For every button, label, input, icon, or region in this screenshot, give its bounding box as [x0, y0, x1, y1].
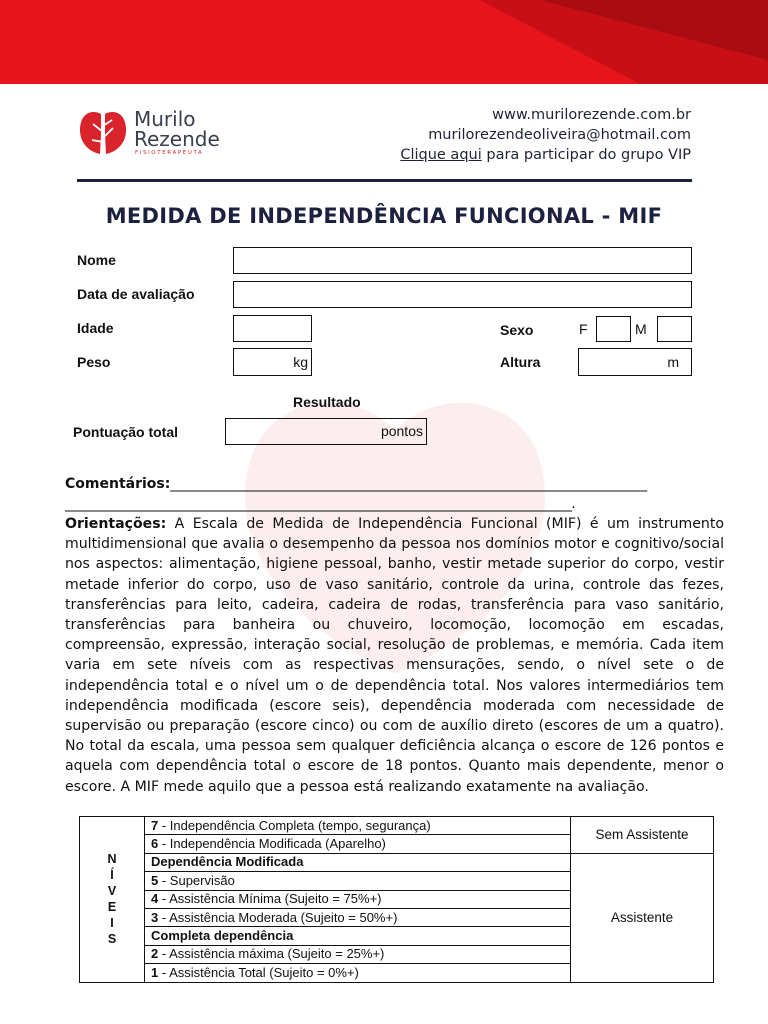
level-6: 6 - Independência Modificada (Aparelho)	[145, 835, 571, 853]
level-5: 5 - Supervisão	[145, 872, 571, 890]
levels-table	[79, 816, 714, 983]
niveis-letter: E	[107, 900, 117, 915]
vip-link[interactable]: Clique aqui	[400, 147, 482, 163]
altura-label: Altura	[500, 354, 541, 370]
table-row	[80, 817, 714, 835]
group-assistente: Assistente	[571, 853, 714, 982]
sexo-f-label: F	[579, 321, 588, 337]
idade-label: Idade	[77, 320, 114, 336]
top-banner	[0, 0, 768, 84]
brand-name-line1: Murilo	[134, 107, 196, 131]
niveis-letter: I	[110, 916, 114, 931]
sexo-f-checkbox[interactable]	[596, 316, 631, 342]
brand-tagline: FISIOTERAPEUTA	[135, 150, 204, 156]
orientacoes-label: Orientações:	[65, 516, 167, 532]
niveis-letter: S	[107, 932, 117, 947]
orientacoes-paragraph	[65, 514, 724, 797]
orientacoes-text: A Escala de Medida de Independência Funcional (MIF) é um instrumento multidimensional que avalia o desempenho da pessoa nos domínios motor e cognitivo/social nos aspectos: alimentação, higiene pessoal, banho, vestir metade superior do corpo, vestir metade inferior do corpo, uso de vaso sanitário, controle da urina, controle das fezes, transferências para leito, cadeira, cadeira de rodas, transferência para vaso sanitário, transferências para banheira ou chuveiro, locomoção, locomoção em escadas, compreensão, expressão, interação social, resolução de problemas, e memória. Cada item varia em sete níveis com as respectivas mensurações, sendo, o nível sete o de independência total e o nível um o de dependência total. Nos valores intermediários tem independência modificada (escore seis), dependência moderada com necessidade de supervisão ou preparação (escore cinco) ou com de auxílio direto (escores de um a quatro). No total da escala, uma pessoa sem qualquer deficiência alcança o escore de 126 pontos e aquela com dependência total o escore de 18 pontos. Quanto mais dependente, menor o escore. A MIF mede aquilo que a pessoa está realizando exatamente na avaliação.	[65, 516, 724, 795]
vip-text: para participar do grupo VIP	[481, 147, 691, 163]
group-sem-assistente: Sem Assistente	[571, 817, 714, 854]
email-link[interactable]: murilorezendeoliveira@hotmail.com	[428, 127, 691, 143]
level-2: 2 - Assistência máxima (Sujeito = 25%+)	[145, 945, 571, 963]
peso-field[interactable]	[233, 348, 312, 376]
resultado-label: Resultado	[293, 394, 361, 410]
level-7: 7 - Independência Completa (tempo, segurança)	[145, 817, 571, 835]
vip-line	[400, 147, 691, 163]
header-divider	[77, 179, 692, 182]
brand-name-line2: Rezende	[134, 127, 220, 151]
data-avaliacao-field[interactable]	[233, 281, 692, 308]
comments-line1[interactable]: __________________________________________________________________________________	[170, 476, 646, 492]
sexo-m-checkbox[interactable]	[657, 316, 692, 342]
nome-label: Nome	[77, 252, 116, 268]
level-1: 1 - Assistência Total (Sujeito = 0%+)	[145, 964, 571, 982]
website-link[interactable]: www.murilorezende.com.br	[492, 107, 691, 123]
sexo-m-label: M	[635, 321, 647, 337]
data-avaliacao-label: Data de avaliação	[77, 286, 195, 302]
altura-unit: m	[667, 354, 679, 370]
heading-dependencia-modificada: Dependência Modificada	[145, 853, 571, 871]
level-3: 3 - Assistência Moderada (Sujeito = 50%+)	[145, 908, 571, 926]
table-row	[80, 853, 714, 871]
comments-label: Comentários:	[65, 476, 171, 492]
lungs-tree-icon	[78, 110, 128, 156]
heading-completa-dependencia: Completa dependência	[145, 927, 571, 945]
pontuacao-label: Pontuação total	[73, 424, 179, 440]
comments-block	[65, 474, 724, 514]
peso-label: Peso	[77, 354, 111, 370]
pontuacao-unit: pontos	[380, 423, 423, 439]
niveis-letter: N	[107, 852, 117, 867]
pontuacao-field[interactable]	[225, 418, 427, 445]
niveis-vertical-label	[80, 817, 145, 983]
comments-line2[interactable]: _________________________________________________________________________________.	[65, 496, 575, 512]
idade-field[interactable]	[233, 315, 312, 342]
niveis-letter: V	[107, 884, 117, 899]
altura-field[interactable]	[578, 348, 692, 376]
nome-field[interactable]	[233, 247, 692, 274]
peso-unit: kg	[293, 354, 308, 370]
niveis-letter: Í	[110, 868, 114, 883]
brand-logo	[78, 107, 228, 158]
sexo-label: Sexo	[500, 322, 534, 338]
page-title: MEDIDA DE INDEPENDÊNCIA FUNCIONAL - MIF	[105, 204, 663, 228]
level-4: 4 - Assistência Mínima (Sujeito = 75%+)	[145, 890, 571, 908]
